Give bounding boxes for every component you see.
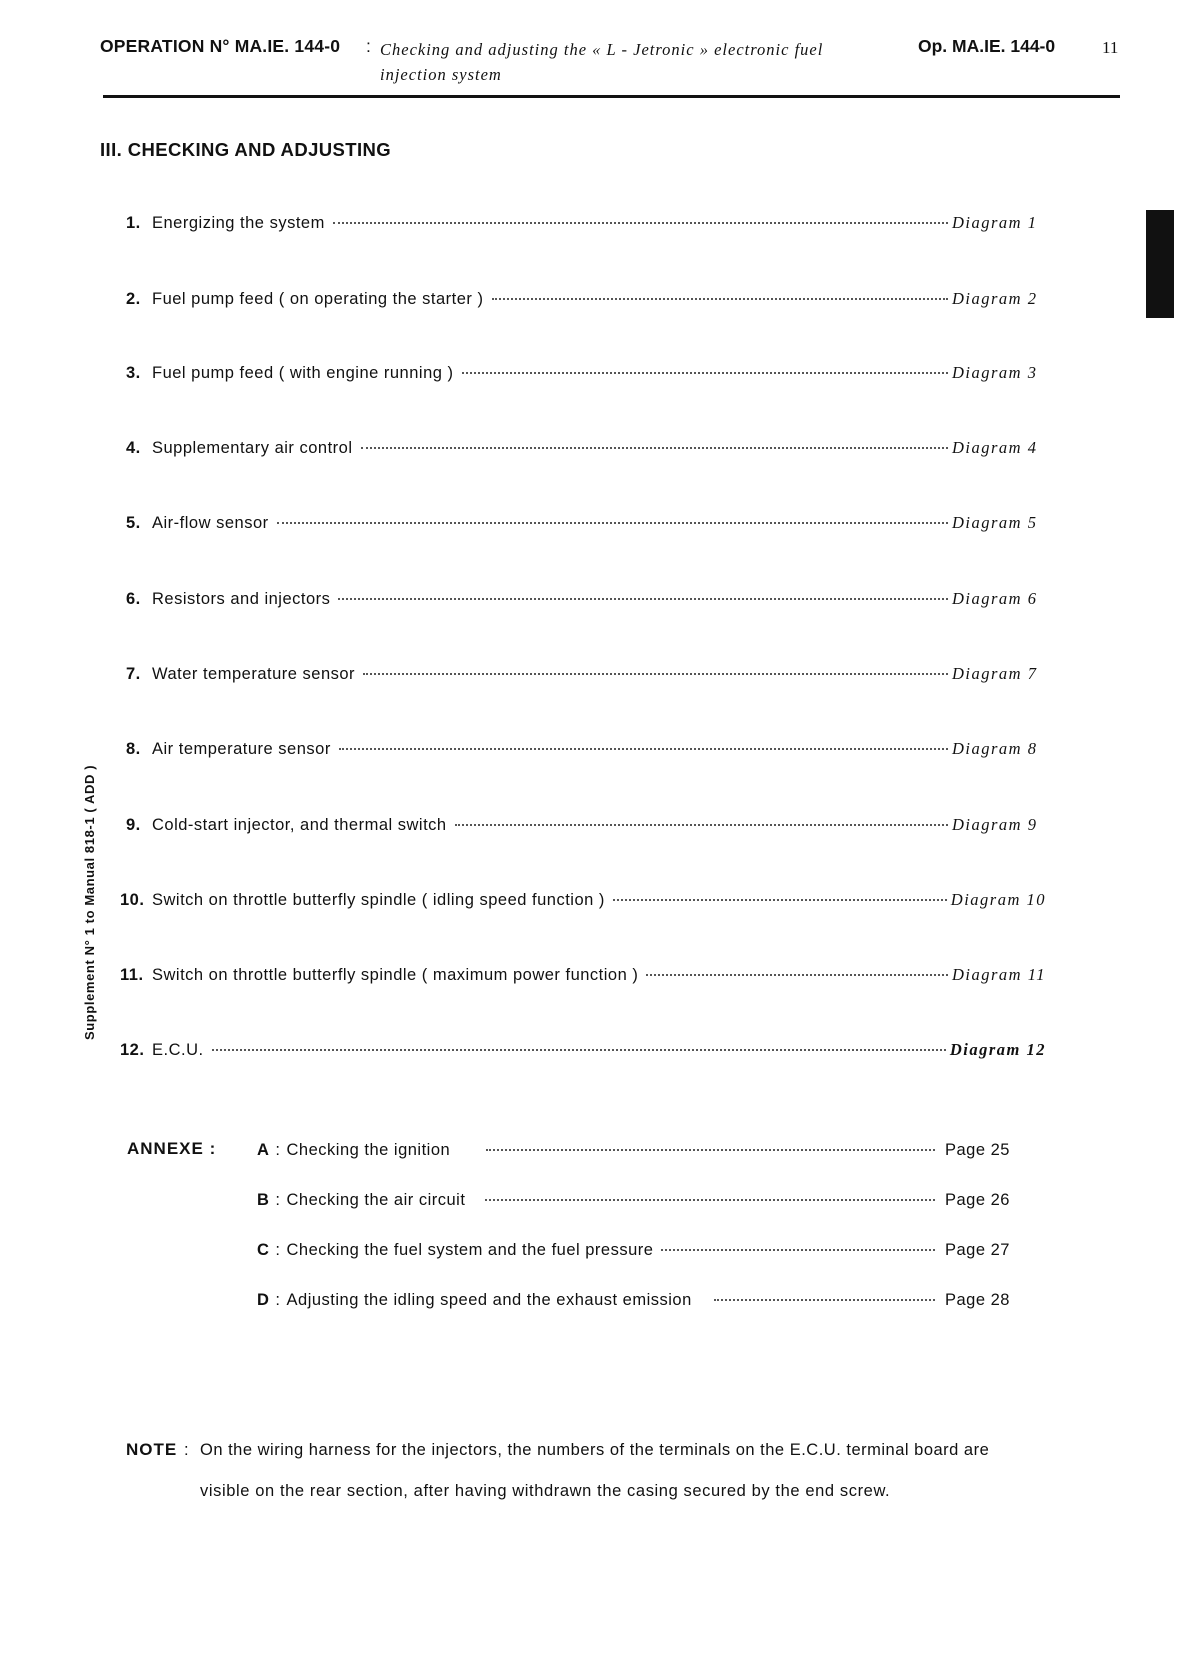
toc-item: [120, 1040, 1046, 1066]
toc-item-label: E.C.U.: [152, 1041, 204, 1059]
dot-leader: [339, 748, 948, 750]
dot-leader: [646, 974, 948, 976]
note-label: NOTE: [126, 1440, 178, 1459]
dot-leader: [212, 1049, 946, 1051]
operation-number: OPERATION N° MA.IE. 144-0: [100, 36, 341, 56]
toc-item-diagram-ref: Diagram 6: [952, 589, 1038, 608]
note-text-line-2: visible on the rear section, after having withdrawn the casing secured by the end screw.: [200, 1482, 891, 1500]
annexe-item: [257, 1241, 1017, 1267]
toc-item-diagram-ref: Diagram 1: [952, 213, 1038, 232]
annexe-item-separator: :: [275, 1141, 281, 1159]
section-tab-marker: [1146, 210, 1174, 318]
toc-item-label: Water temperature sensor: [152, 665, 356, 683]
dot-leader: [363, 673, 948, 675]
annexe-item-label: Adjusting the idling speed and the exhaust emission: [286, 1291, 692, 1309]
annexe-item-letter: C: [257, 1241, 270, 1259]
dot-leader: [455, 824, 948, 826]
toc-item: [126, 815, 1046, 841]
toc-item-label: Cold-start injector, and thermal switch: [152, 816, 447, 834]
annexe-item-separator: :: [275, 1291, 281, 1309]
toc-item-label: Switch on throttle butterfly spindle ( maximum power function ): [152, 966, 639, 984]
annexe-item: [257, 1291, 1017, 1317]
toc-item: [126, 289, 1046, 315]
toc-item: [126, 213, 1046, 239]
dot-leader: [462, 372, 949, 374]
annexe-item-label: Checking the ignition: [286, 1141, 451, 1159]
toc-item-label: Fuel pump feed ( on operating the starter ): [152, 290, 484, 308]
toc-item: [126, 664, 1046, 690]
section-title: III. CHECKING AND ADJUSTING: [100, 139, 392, 160]
dot-leader: [486, 1149, 935, 1151]
manual-supplement-label: Supplement N° 1 to Manual 818-1 ( ADD ): [82, 764, 97, 1040]
toc-item-label: Air temperature sensor: [152, 740, 331, 758]
toc-item-label: Supplementary air control: [152, 439, 353, 457]
toc-item-diagram-ref: Diagram 9: [952, 815, 1038, 834]
annexe-item-page: Page 25: [945, 1141, 1010, 1159]
toc-item-number: 11.: [120, 966, 144, 984]
toc-item-label: Fuel pump feed ( with engine running ): [152, 364, 454, 382]
annexe-item-separator: :: [275, 1241, 281, 1259]
toc-item: [120, 965, 1046, 991]
toc-item-diagram-ref: Diagram 4: [952, 438, 1038, 457]
toc-item: [126, 589, 1046, 615]
toc-item-diagram-ref: Diagram 5: [952, 513, 1038, 532]
toc-item-diagram-ref: Diagram 7: [952, 664, 1038, 683]
toc-item-label: Resistors and injectors: [152, 590, 331, 608]
toc-item: [126, 739, 1046, 765]
toc-item-number: 8.: [126, 740, 141, 758]
note-colon: :: [184, 1441, 189, 1459]
annexe-item-page: Page 27: [945, 1241, 1010, 1259]
toc-item-diagram-ref: Diagram 8: [952, 739, 1038, 758]
dot-leader: [661, 1249, 935, 1251]
dot-leader: [714, 1299, 935, 1301]
annexe-item-letter: B: [257, 1191, 270, 1209]
toc-item-number: 3.: [126, 364, 141, 382]
toc-item-label: Energizing the system: [152, 214, 325, 232]
operation-reference: Op. MA.IE. 144-0: [918, 36, 1056, 56]
dot-leader: [333, 222, 948, 224]
toc-item-diagram-ref: Diagram 3: [952, 363, 1038, 382]
annexe-item-label: Checking the fuel system and the fuel pressure: [286, 1241, 654, 1259]
toc-item-number: 5.: [126, 514, 141, 532]
dot-leader: [613, 899, 947, 901]
annexe-item: [257, 1191, 1017, 1217]
toc-item-number: 6.: [126, 590, 141, 608]
annexe-item-letter: A: [257, 1141, 270, 1159]
annexe-item-page: Page 28: [945, 1291, 1010, 1309]
annexe-item-separator: :: [275, 1191, 281, 1209]
toc-item-label: Air-flow sensor: [152, 514, 269, 532]
page-number: 11: [1102, 38, 1119, 57]
toc-item: [120, 890, 1046, 916]
annexe-heading: ANNEXE :: [127, 1139, 217, 1158]
annexe-item: [257, 1141, 1017, 1167]
toc-item-diagram-ref: Diagram 11: [952, 965, 1046, 984]
annexe-item-page: Page 26: [945, 1191, 1010, 1209]
toc-item: [126, 438, 1046, 464]
dot-leader: [485, 1199, 935, 1201]
dot-leader: [361, 447, 948, 449]
toc-item: [126, 513, 1046, 539]
toc-item-number: 10.: [120, 891, 145, 909]
annexe-item-label: Checking the air circuit: [286, 1191, 466, 1209]
toc-item-diagram-ref: Diagram 10: [950, 890, 1046, 909]
toc-item-diagram-ref: Diagram 2: [952, 289, 1038, 308]
toc-item-number: 4.: [126, 439, 141, 457]
toc-item-number: 2.: [126, 290, 141, 308]
annexe-item-letter: D: [257, 1291, 270, 1309]
toc-item-number: 12.: [120, 1041, 145, 1059]
note-text-line-1: On the wiring harness for the injectors, the numbers of the terminals on the E.C.U. terminal board are: [200, 1441, 990, 1459]
operation-title: Checking and adjusting the « L - Jetronic » electronic fuel injection system: [380, 40, 824, 84]
toc-item-diagram-ref: Diagram 12: [949, 1040, 1046, 1059]
dot-leader: [277, 522, 948, 524]
toc-item-number: 7.: [126, 665, 141, 683]
header-colon: :: [366, 36, 371, 56]
toc-item: [126, 363, 1046, 389]
header-rule: [103, 95, 1120, 98]
toc-item-label: Switch on throttle butterfly spindle ( idling speed function ): [152, 891, 605, 909]
toc-item-number: 9.: [126, 816, 141, 834]
dot-leader: [492, 298, 948, 300]
toc-item-number: 1.: [126, 214, 141, 232]
dot-leader: [338, 598, 948, 600]
